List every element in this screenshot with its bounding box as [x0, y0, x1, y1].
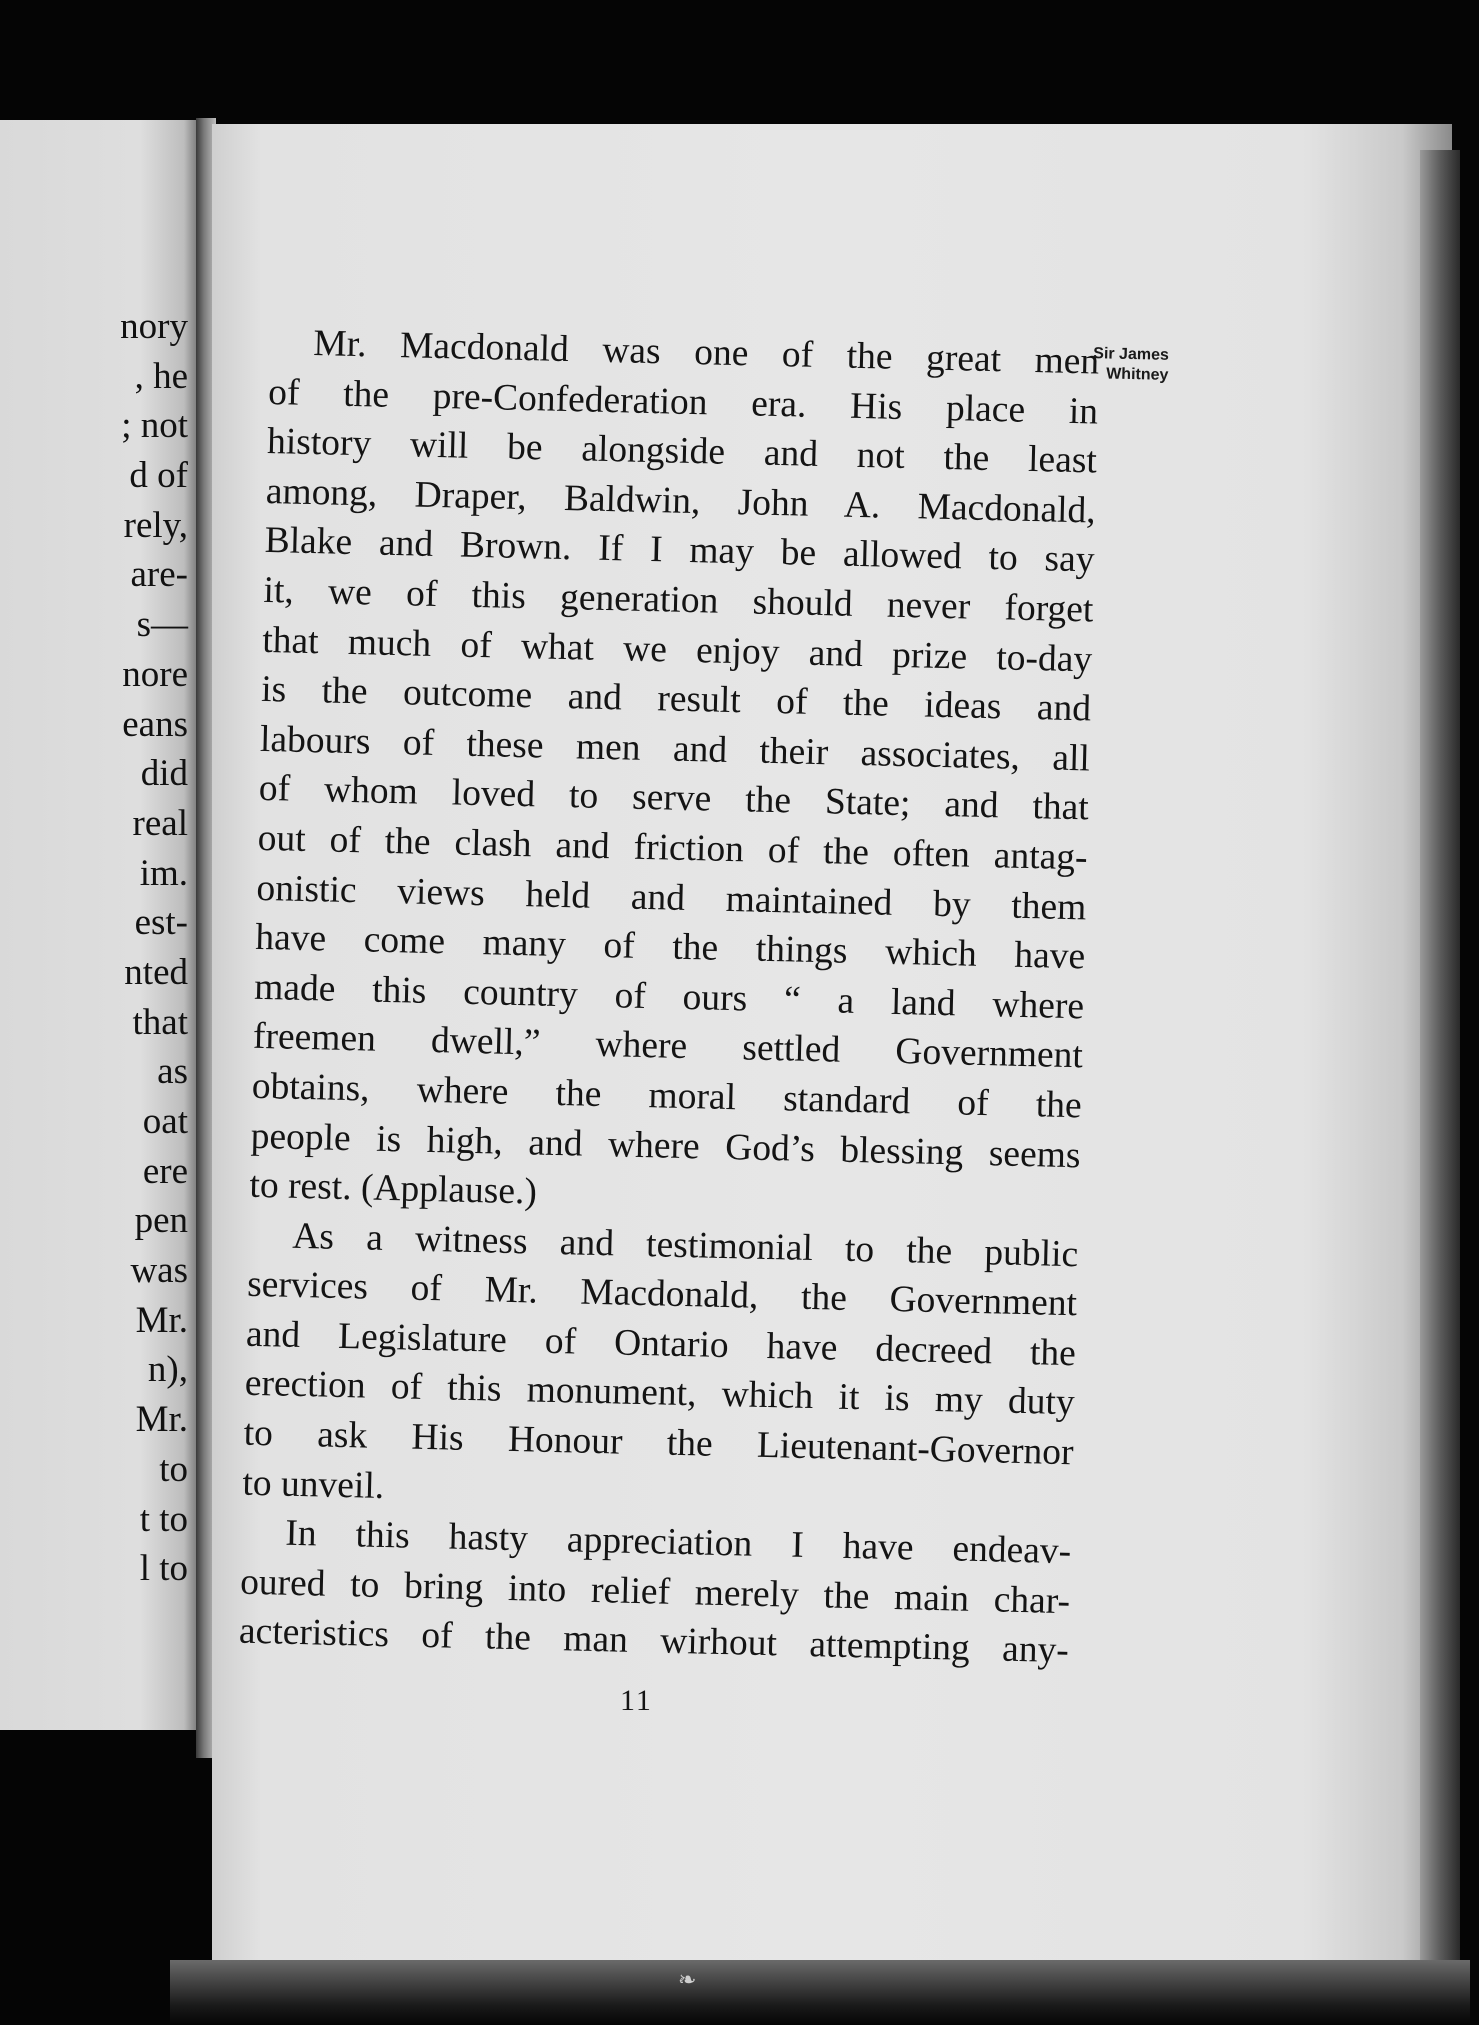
scan-mark-icon: ❧: [678, 1968, 697, 1993]
body-line: In this hasty appreciation I have endeav-: [284, 1512, 1072, 1573]
margin-note-line-1: Sir James: [1093, 345, 1170, 364]
left-fragment: im.: [139, 852, 188, 894]
body-line: of the pre-Confederation era. His place in: [267, 371, 1099, 433]
body-line: to unveil.: [242, 1462, 385, 1507]
left-fragment: est-: [134, 902, 188, 944]
left-fragment: to: [159, 1448, 188, 1490]
left-fragment: rely,: [123, 504, 188, 546]
body-line: acteristics of the man wirhout attempting any-: [238, 1611, 1070, 1672]
left-fragment: n),: [147, 1349, 188, 1391]
left-fragment: was: [130, 1250, 188, 1292]
left-fragment: s—: [136, 604, 188, 646]
left-fragment: l to: [139, 1548, 188, 1590]
body-line: history will be alongside and not the least: [266, 421, 1098, 482]
body-line: people is high, and where God’s blessing seems: [250, 1115, 1081, 1176]
margin-note-line-2: Whitney: [1105, 365, 1169, 384]
body-line: that much of what we enjoy and prize to-day: [261, 619, 1093, 681]
page-edge-shadow: [1420, 150, 1460, 1970]
left-fragment: oat: [142, 1101, 188, 1142]
body-line: is the outcome and result of the ideas and: [260, 669, 1092, 730]
left-fragment: t to: [139, 1498, 188, 1540]
body-line: have come many of the things which have: [254, 916, 1086, 978]
body-line: erection of this monument, which it is my duty: [244, 1363, 1076, 1424]
left-fragment: nore: [122, 653, 188, 695]
previous-page-line-ends: [120, 302, 188, 1594]
body-line: among, Draper, Baldwin, John A. Macdonald,: [265, 470, 1097, 532]
body-line: to rest. (Applause.): [249, 1164, 538, 1213]
left-fragment: nory: [120, 306, 188, 347]
left-fragment: nted: [124, 951, 188, 993]
body-line: labours of these men and their associates, all: [259, 718, 1091, 780]
previous-page-fragment: [0, 120, 200, 1730]
body-text: [238, 318, 1099, 1676]
page-bottom-shadow: [170, 1960, 1470, 2025]
left-fragment: pen: [134, 1200, 188, 1242]
left-fragment: Mr.: [135, 1299, 188, 1341]
body-line: Blake and Brown. If I may be allowed to say: [264, 520, 1096, 581]
left-fragment: ; not: [121, 405, 188, 447]
body-line: Mr. Macdonald was one of the great men: [312, 323, 1100, 383]
body-line: it, we of this generation should never forget: [263, 569, 1094, 631]
left-fragment: ere: [142, 1150, 188, 1192]
left-fragment: eans: [122, 703, 188, 745]
body-line: freemen dwell,” where settled Government: [252, 1016, 1084, 1077]
body-line: As a witness and testimonial to the public: [291, 1215, 1079, 1275]
left-fragment: are-: [130, 554, 188, 596]
margin-note: [1093, 344, 1169, 386]
left-fragment: as: [157, 1051, 188, 1093]
body-line: oured to bring into relief merely the main char-: [239, 1561, 1071, 1623]
left-fragment: real: [132, 802, 188, 844]
left-fragment: , he: [134, 355, 188, 397]
body-line: out of the clash and friction of the often antag-: [257, 817, 1088, 879]
body-line: and Legislature of Ontario have decreed the: [245, 1313, 1077, 1375]
left-fragment: d of: [129, 455, 188, 497]
left-fragment: did: [140, 753, 188, 795]
body-line: obtains, where the moral standard of the: [251, 1065, 1083, 1127]
body-line: made this country of ours “ a land where: [253, 966, 1085, 1028]
body-line: services of Mr. Macdonald, the Government: [246, 1264, 1078, 1325]
body-line: of whom loved to serve the State; and that: [258, 768, 1090, 829]
page-number: 11: [620, 1684, 653, 1717]
left-fragment: Mr.: [135, 1399, 188, 1441]
left-fragment: that: [132, 1001, 188, 1043]
body-line: to ask His Honour the Lieutenant-Governor: [243, 1412, 1074, 1474]
body-line: onistic views held and maintained by them: [256, 867, 1087, 928]
